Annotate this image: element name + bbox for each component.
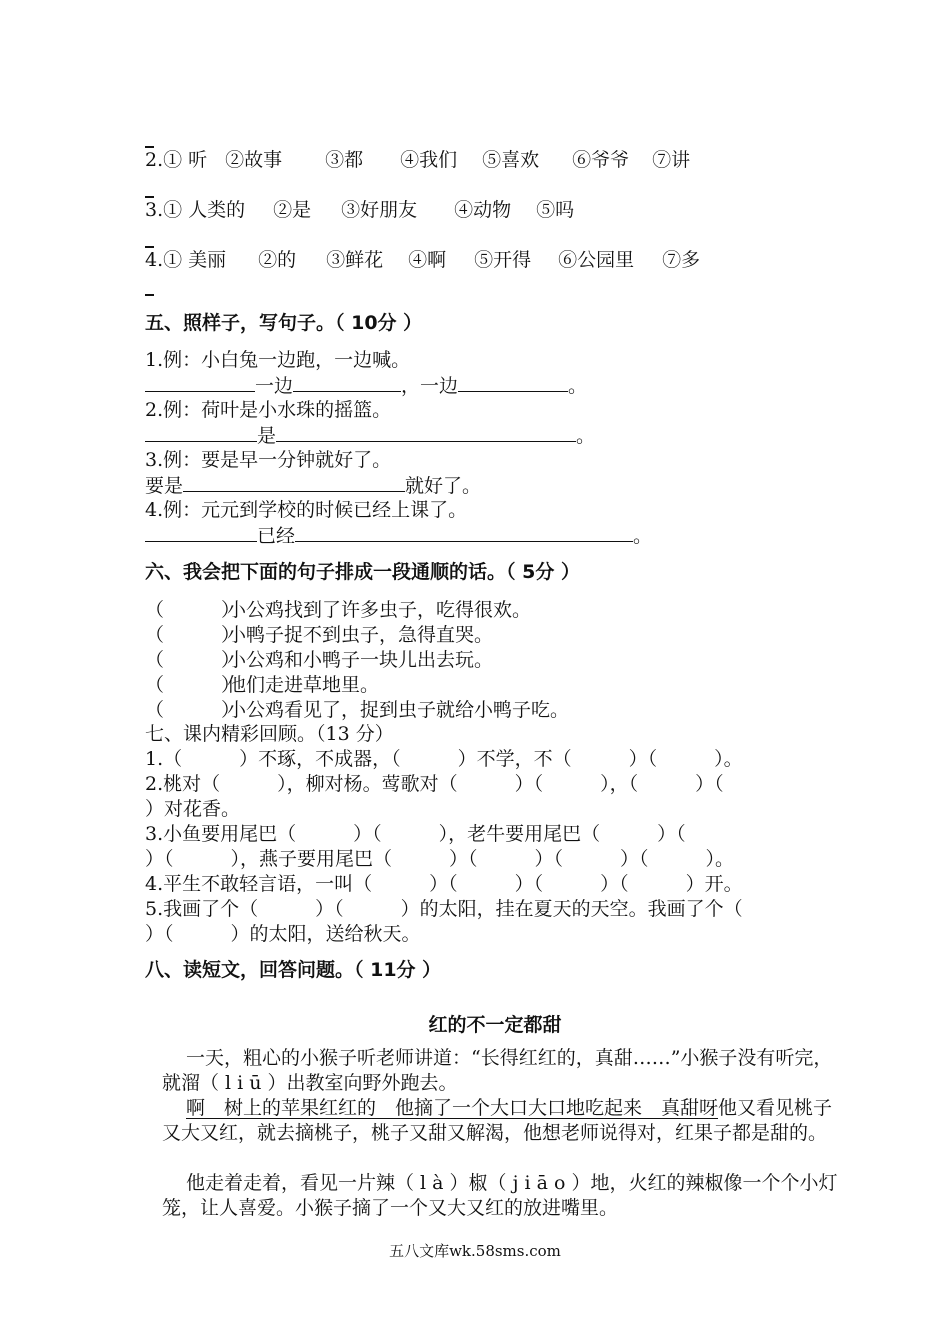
sequence-item: （ ）他们走进草地里。: [145, 674, 380, 696]
answer-blank[interactable]: [145, 523, 257, 542]
sequence-item: （ ）小公鸡找到了许多虫子，吃得很欢。: [145, 599, 532, 621]
answer-blank[interactable]: [295, 523, 633, 542]
recall-line: 2.桃对（ ），柳对杨。莺歌对（ ）（ ），（ ）（: [145, 773, 724, 795]
section-5-heading: 五、照样子，写句子。（ 10分 ）: [145, 312, 423, 334]
recall-line: ）（ ）的太阳，送给秋天。: [145, 923, 421, 945]
q1-answer: 一边 ，一边 。: [145, 373, 587, 398]
answer-blank[interactable]: [276, 423, 576, 442]
recall-line: 3.小鱼要用尾巴（ ）（ ），老牛要用尾巴（ ）（: [145, 823, 686, 845]
recall-line: 4.平生不敢轻言语，一叫（ ）（ ）（ ）（ ）开。: [145, 873, 743, 895]
section-6-heading: 六、我会把下面的句子排成一段通顺的话。（ 5分 ）: [145, 561, 580, 583]
ordering-item-2: 2.① 听 ②故事 ③都 ④我们 ⑤喜欢 ⑥爷爷 ⑦讲: [145, 149, 691, 171]
answer-blank[interactable]: [145, 373, 255, 392]
q1-example: 1.例：小白兔一边跑，一边喊。: [145, 349, 411, 371]
story-paragraph-1: 一天，粗心的小猴子听老师讲道：“长得红红的，真甜……”小猴子没有听完，就溜（ l i ū ）出教室向野外跑去。: [162, 1047, 833, 1094]
punctuation-exercise: 啊 树上的苹果红红的 他摘了一个大口大口地吃起来 真甜呀: [186, 1097, 719, 1119]
ordering-item-3: 3.① 人类的 ②是 ③好朋友 ④动物 ⑤吗: [145, 199, 575, 221]
q4-example: 4.例：元元到学校的时候已经上课了。: [145, 499, 468, 521]
story-paragraph-3: 他走着走着，看见一片辣（ l à ）椒（ j i ā o ）地，火红的辣椒像一个个小灯笼，让人喜爱。小猴子摘了一个又大又红的放进嘴里。: [162, 1172, 838, 1219]
ordering-item-4: 4.① 美丽 ②的 ③鲜花 ④啊 ⑤开得 ⑥公园里 ⑦多: [145, 249, 701, 271]
sequence-item: （ ）小鸭子捉不到虫子，急得直哭。: [145, 624, 494, 646]
q2-answer: 是 。: [145, 423, 595, 448]
sequence-item: （ ）小公鸡看见了，捉到虫子就给小鸭子吃。: [145, 699, 570, 721]
recall-line: ）对花香。: [145, 798, 241, 820]
answer-mark: [145, 294, 154, 296]
section-7-heading: 七、课内精彩回顾。（13 分）: [145, 723, 394, 745]
recall-line: 1.（ ）不琢，不成器，（ ）不学，不（ ）（ ）。: [145, 748, 743, 770]
answer-blank[interactable]: [183, 473, 405, 492]
section-8-heading: 八、读短文，回答问题。（ 11分 ）: [145, 959, 442, 981]
answer-blank[interactable]: [458, 373, 568, 392]
answer-blank[interactable]: [293, 373, 401, 392]
recall-line: 5.我画了个（ ）（ ）的太阳，挂在夏天的天空。我画了个（: [145, 898, 743, 920]
story-title: 红的不一定都甜: [428, 1014, 562, 1036]
q3-example: 3.例：要是早一分钟就好了。: [145, 449, 392, 471]
story-paragraph-2: 啊 树上的苹果红红的 他摘了一个大口大口地吃起来 真甜呀他又看见桃子又大又红，就去摘桃子，桃子又甜又解渴，他想老师说得对，红果子都是甜的。: [162, 1097, 833, 1144]
recall-line: ）（ ），燕子要用尾巴（ ）（ ）（ ）（ ）。: [145, 848, 735, 870]
q2-example: 2.例：荷叶是小水珠的摇篮。: [145, 399, 392, 421]
q3-answer: 要是 就好了。: [145, 475, 482, 497]
footer-watermark: 五八文库wk.58sms.com: [389, 1242, 561, 1260]
q4-answer: 已经 。: [145, 523, 652, 548]
answer-blank[interactable]: [145, 423, 257, 442]
sequence-item: （ ）小公鸡和小鸭子一块儿出去玩。: [145, 649, 494, 671]
